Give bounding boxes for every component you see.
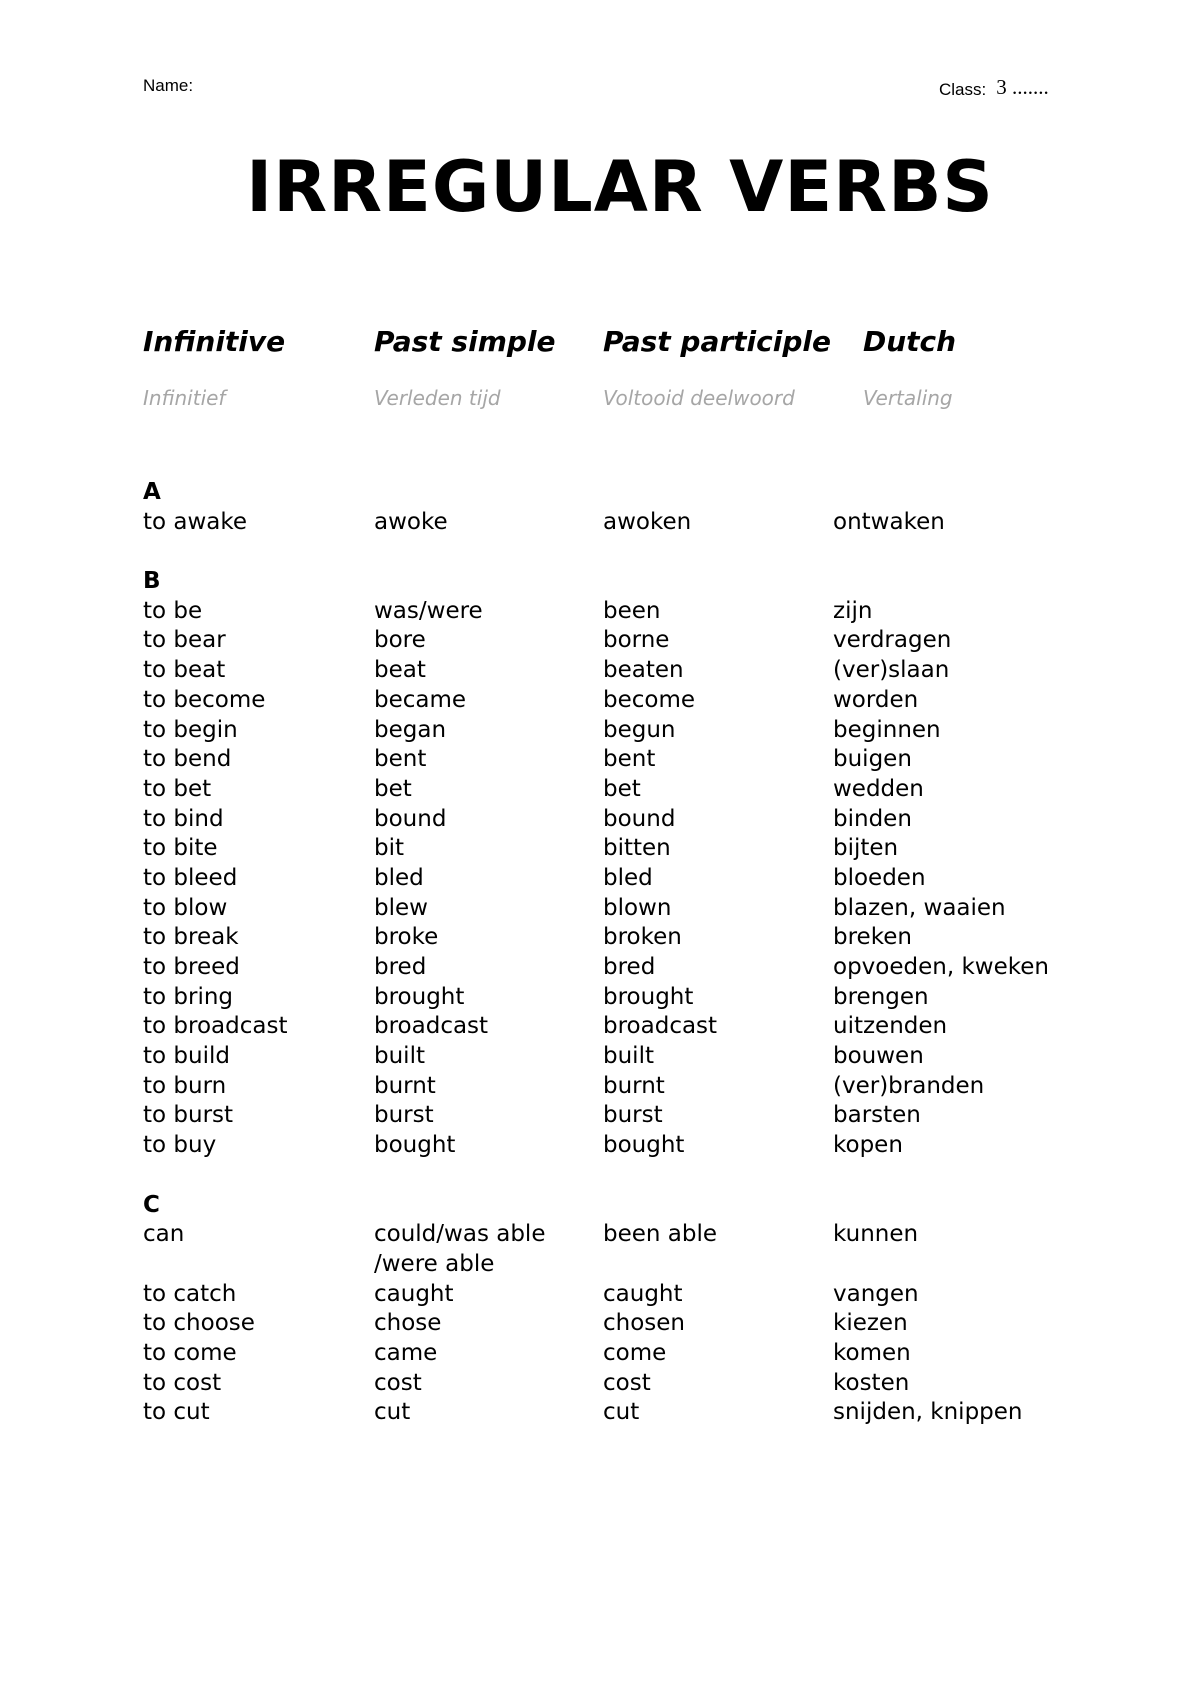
verb-infinitive: to cut	[143, 1399, 210, 1426]
verb-past-participle: awoken	[603, 508, 692, 535]
column-heading-past-simple: Past simple	[374, 325, 556, 358]
verb-row	[143, 864, 1123, 894]
verb-past-simple: bet	[374, 775, 412, 802]
letter-section	[143, 567, 1123, 1161]
verb-row	[143, 1072, 1123, 1102]
verb-past-participle: burnt	[603, 1072, 665, 1099]
verb-past-simple: awoke	[374, 508, 448, 535]
verb-dutch-translation: (ver)slaan	[833, 657, 950, 684]
verb-dutch-translation: kopen	[833, 1132, 903, 1159]
verb-infinitive: to awake	[143, 508, 248, 535]
verb-dutch-translation: kosten	[833, 1369, 910, 1396]
verb-dutch-translation: kiezen	[833, 1310, 908, 1337]
verb-infinitive: can	[143, 1221, 185, 1248]
verb-row	[143, 656, 1123, 686]
verb-dutch-translation: breken	[833, 924, 912, 951]
verb-past-simple: caught	[374, 1280, 454, 1307]
verb-past-participle: broadcast	[603, 1013, 718, 1040]
verb-past-participle: been	[603, 597, 661, 624]
verb-infinitive: to catch	[143, 1280, 237, 1307]
verb-infinitive: to bind	[143, 805, 224, 832]
verb-row	[143, 805, 1123, 835]
verb-row	[143, 894, 1123, 924]
verb-past-simple: bled	[374, 864, 424, 891]
verb-dutch-translation: komen	[833, 1339, 911, 1366]
verb-past-simple: burst	[374, 1102, 434, 1129]
verb-dutch-translation: brengen	[833, 983, 929, 1010]
verb-past-simple: bought	[374, 1132, 456, 1159]
verb-row	[143, 686, 1123, 716]
verb-row	[143, 1398, 1123, 1428]
verb-infinitive: to come	[143, 1339, 237, 1366]
verb-infinitive: to bet	[143, 775, 212, 802]
verb-past-participle: been able	[603, 1221, 718, 1248]
letter-section	[143, 1191, 1123, 1429]
verb-dutch-translation: bloeden	[833, 864, 926, 891]
verb-infinitive: to become	[143, 686, 266, 713]
verb-row	[143, 1131, 1123, 1161]
section-letter: C	[143, 1191, 160, 1218]
verb-row	[143, 597, 1123, 627]
verb-past-participle: built	[603, 1043, 654, 1070]
verb-past-simple: bit	[374, 835, 405, 862]
verb-row	[143, 626, 1123, 656]
verb-dutch-translation: bouwen	[833, 1043, 924, 1070]
verb-dutch-translation: (ver)branden	[833, 1072, 985, 1099]
verb-dutch-translation: snijden, knippen	[833, 1399, 1023, 1426]
verb-row	[143, 1012, 1123, 1042]
verb-row	[143, 745, 1123, 775]
verb-infinitive: to begin	[143, 716, 238, 743]
verb-past-simple: came	[374, 1339, 438, 1366]
verb-past-participle: borne	[603, 627, 670, 654]
verb-past-participle: bound	[603, 805, 676, 832]
verb-past-simple: chose	[374, 1310, 442, 1337]
verb-past-simple: cost	[374, 1369, 422, 1396]
verb-past-participle: bitten	[603, 835, 671, 862]
verb-infinitive: to bring	[143, 983, 234, 1010]
verb-past-participle: caught	[603, 1280, 683, 1307]
verb-past-participle: cost	[603, 1369, 651, 1396]
verb-past-participle: bent	[603, 746, 656, 773]
verb-row	[143, 1369, 1123, 1399]
column-subheading-past-participle: Voltooid deelwoord	[603, 386, 795, 410]
verb-dutch-translation: verdragen	[833, 627, 952, 654]
verb-past-participle: bet	[603, 775, 641, 802]
verb-past-participle: chosen	[603, 1310, 686, 1337]
verb-past-participle: come	[603, 1339, 667, 1366]
verb-past-simple	[374, 1220, 545, 1279]
verb-row	[143, 1101, 1123, 1131]
verb-row	[143, 834, 1123, 864]
verb-dutch-translation: kunnen	[833, 1221, 919, 1248]
letter-section	[143, 478, 1123, 537]
verb-past-simple-line: could/was able	[374, 1221, 546, 1248]
verb-dutch-translation: zijn	[833, 597, 873, 624]
verb-infinitive: to beat	[143, 657, 226, 684]
verb-past-participle: burst	[603, 1102, 663, 1129]
verb-past-simple: beat	[374, 657, 426, 684]
verb-row	[143, 1280, 1123, 1310]
verb-dutch-translation: binden	[833, 805, 912, 832]
verb-past-participle: beaten	[603, 657, 684, 684]
verb-past-participle: bred	[603, 954, 656, 980]
verb-past-simple: began	[374, 716, 447, 743]
verb-dutch-translation: worden	[833, 686, 919, 713]
verb-infinitive: to blow	[143, 894, 228, 921]
verb-past-simple-line: /were able	[374, 1250, 495, 1277]
verb-dutch-translation: opvoeden, kweken	[833, 954, 1049, 980]
verb-past-simple: bent	[374, 746, 427, 773]
verb-past-simple: bred	[374, 954, 427, 980]
verb-past-simple: burnt	[374, 1072, 436, 1099]
verb-infinitive: to burst	[143, 1102, 234, 1129]
verb-dutch-translation: uitzenden	[833, 1013, 948, 1040]
verb-row	[143, 716, 1123, 746]
verb-past-simple: broadcast	[374, 1013, 489, 1040]
verb-past-participle: cut	[603, 1399, 640, 1426]
verb-dutch-translation: beginnen	[833, 716, 941, 743]
worksheet-header	[143, 75, 1063, 99]
page-title: IRREGULAR VERBS	[246, 146, 994, 228]
verb-dutch-translation: wedden	[833, 775, 924, 802]
verb-infinitive: to be	[143, 597, 203, 624]
verb-dutch-translation: blazen, waaien	[833, 894, 1006, 921]
verb-row	[143, 775, 1123, 805]
verb-row	[143, 983, 1123, 1013]
verb-past-participle: blown	[603, 894, 672, 921]
verb-infinitive: to bend	[143, 746, 232, 773]
verb-past-participle: bought	[603, 1132, 685, 1159]
verb-past-participle: brought	[603, 983, 694, 1010]
class-value: 3 .......	[996, 75, 1049, 99]
verb-past-simple: bound	[374, 805, 447, 832]
verb-row	[143, 923, 1123, 953]
verb-past-simple: was/were	[374, 597, 483, 624]
column-heading-past-participle: Past participle	[603, 325, 831, 358]
column-heading-dutch: Dutch	[863, 325, 957, 358]
verb-past-simple: cut	[374, 1399, 411, 1426]
verb-past-participle: become	[603, 686, 696, 713]
column-subheading-infinitive: Infinitief	[143, 386, 226, 410]
verb-dutch-translation: ontwaken	[833, 508, 945, 535]
verb-row	[143, 1309, 1123, 1339]
verb-infinitive: to broadcast	[143, 1013, 288, 1040]
verb-past-simple: bore	[374, 627, 426, 654]
verb-row	[143, 1220, 1123, 1279]
verb-infinitive: to choose	[143, 1310, 255, 1337]
class-field	[939, 76, 1049, 101]
verb-infinitive: to cost	[143, 1369, 222, 1396]
verb-past-simple: broke	[374, 924, 439, 951]
verb-table	[143, 478, 1123, 1428]
verb-row	[143, 508, 1123, 538]
verb-infinitive: to break	[143, 924, 239, 951]
verb-past-participle: bled	[603, 864, 653, 891]
verb-row	[143, 1339, 1123, 1369]
verb-past-simple: brought	[374, 983, 465, 1010]
verb-past-simple: became	[374, 686, 467, 713]
verb-dutch-translation: barsten	[833, 1102, 921, 1129]
verb-infinitive: to bite	[143, 835, 218, 862]
class-label: Class:	[939, 80, 987, 99]
verb-infinitive: to build	[143, 1043, 230, 1070]
verb-past-simple: blew	[374, 894, 428, 921]
name-label: Name:	[143, 76, 194, 95]
verb-past-participle: begun	[603, 716, 676, 743]
verb-row	[143, 1042, 1123, 1072]
verb-infinitive: to buy	[143, 1132, 217, 1159]
column-subheading-dutch: Vertaling	[863, 386, 953, 410]
section-letter: B	[143, 568, 161, 595]
column-subheading-past-simple: Verleden tijd	[374, 386, 501, 410]
verb-past-participle: broken	[603, 924, 682, 951]
section-letter: A	[143, 479, 161, 505]
verb-row	[143, 953, 1123, 983]
verb-dutch-translation: bijten	[833, 835, 899, 862]
verb-infinitive: to breed	[143, 954, 240, 980]
verb-dutch-translation: buigen	[833, 746, 912, 773]
verb-dutch-translation: vangen	[833, 1280, 919, 1307]
column-heading-infinitive: Infinitive	[143, 325, 286, 358]
verb-infinitive: to bear	[143, 627, 226, 654]
verb-past-simple: built	[374, 1043, 425, 1070]
verb-infinitive: to burn	[143, 1072, 227, 1099]
verb-infinitive: to bleed	[143, 864, 238, 891]
